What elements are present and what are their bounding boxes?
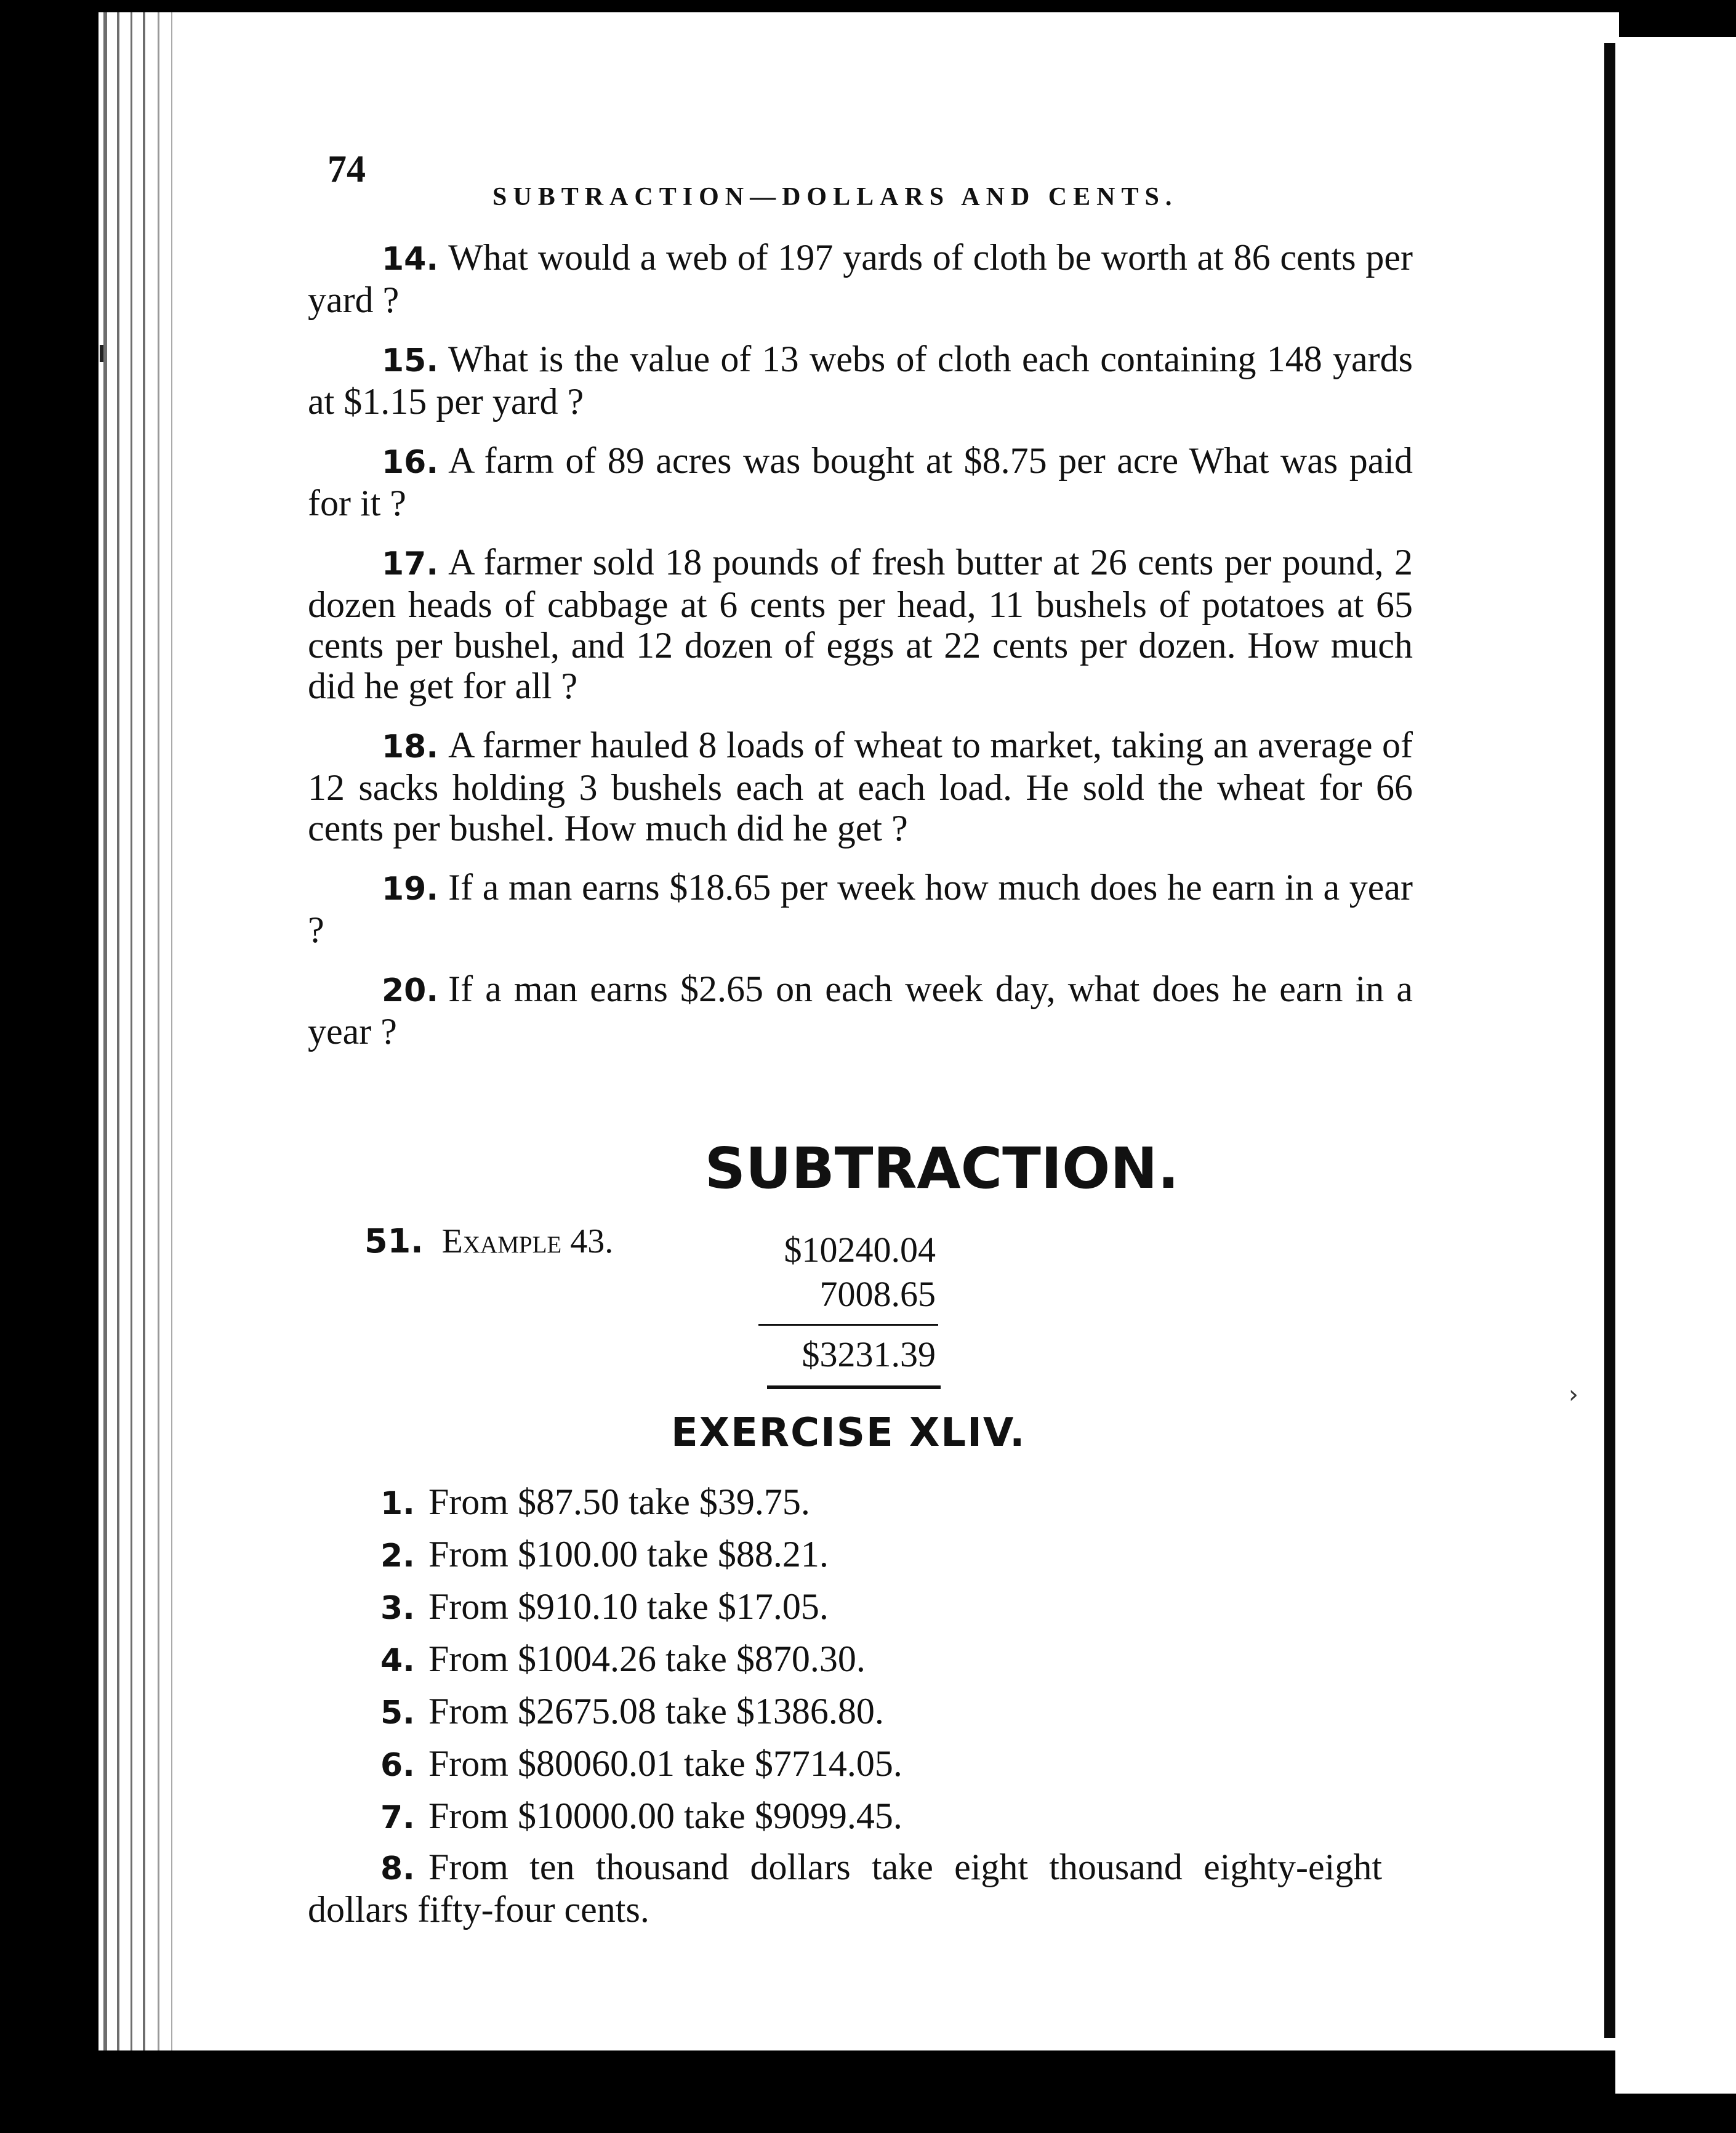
exercise-number: 6. xyxy=(380,1747,415,1784)
exercise-item xyxy=(308,1634,1382,1686)
exercise-item xyxy=(308,1477,1382,1529)
problem-item xyxy=(308,339,1413,422)
exercise-text: From $80060.01 take $7714.05. xyxy=(428,1743,902,1784)
problem-item xyxy=(308,542,1413,706)
problem-item xyxy=(308,725,1413,849)
margin-speck: › xyxy=(1569,1381,1578,1409)
example-caption: Example 43. xyxy=(441,1222,614,1260)
exercise-heading: EXERCISE XLIV. xyxy=(671,1410,1026,1456)
example-minuend: $10240.04 xyxy=(784,1230,936,1270)
page-number: 74 xyxy=(328,148,366,190)
exercise-number: 3. xyxy=(380,1590,415,1627)
exercise-text: From $2675.08 take $1386.80. xyxy=(428,1691,884,1732)
margin-speck xyxy=(100,345,103,362)
problem-list xyxy=(308,237,1413,1070)
example-subtrahend: 7008.65 xyxy=(819,1274,936,1314)
problem-number: 19. xyxy=(382,871,439,908)
problem-text: If a man earns $18.65 per week how much does he earn in a year ? xyxy=(308,867,1413,950)
problem-number: 16. xyxy=(382,444,439,481)
exercise-item xyxy=(308,1581,1382,1634)
book-gutter xyxy=(1604,43,1615,2038)
problem-item xyxy=(308,237,1413,320)
problem-text: A farmer hauled 8 loads of wheat to market, taking an average of 12 sacks holding 3 bushels each at each load. He sold the wheat for 66 cents per bushel. How much did he get ? xyxy=(308,725,1413,849)
article-number: 51. xyxy=(364,1222,424,1260)
exercise-item xyxy=(308,1738,1382,1791)
example-difference: $3231.39 xyxy=(802,1334,936,1374)
result-underline xyxy=(767,1385,941,1389)
exercise-number: 2. xyxy=(380,1538,415,1575)
exercise-text: From $100.00 take $88.21. xyxy=(428,1534,829,1575)
problem-number: 15. xyxy=(382,342,439,379)
problem-text: What would a web of 197 yards of cloth be worth at 86 cents per yard ? xyxy=(308,237,1413,320)
exercise-item xyxy=(308,1686,1382,1738)
exercise-text: From ten thousand dollars take eight thousand eighty-eight dollars fifty-four cents. xyxy=(308,1847,1382,1930)
exercise-text: From $87.50 take $39.75. xyxy=(428,1482,810,1522)
exercise-number: 4. xyxy=(380,1642,415,1679)
exercise-text: From $1004.26 take $870.30. xyxy=(428,1639,866,1679)
problem-text: A farm of 89 acres was bought at $8.75 per acre What was paid for it ? xyxy=(308,440,1413,523)
exercise-number: 1. xyxy=(380,1485,415,1522)
exercise-number: 7. xyxy=(380,1799,415,1836)
example-label xyxy=(364,1222,613,1261)
exercise-list xyxy=(308,1477,1382,1930)
exercise-text: From $910.10 take $17.05. xyxy=(428,1586,829,1627)
subtraction-rule xyxy=(758,1324,938,1326)
problem-item xyxy=(308,440,1413,523)
problem-number: 20. xyxy=(382,972,439,1009)
problem-number: 14. xyxy=(382,241,439,278)
exercise-item xyxy=(308,1847,1382,1930)
exercise-text: From $10000.00 take $9099.45. xyxy=(428,1796,902,1836)
facing-page-edge xyxy=(1615,37,1736,2094)
exercise-item xyxy=(308,1529,1382,1581)
exercise-item xyxy=(308,1791,1382,1843)
problem-number: 18. xyxy=(382,728,439,765)
problem-text: A farmer sold 18 pounds of fresh butter at 26 cents per pound, 2 dozen heads of cabbage at 6 cents per head, 11 bushels of potatoes at 65 cents per bushel, and 12 dozen of eggs at 22 cents per dozen. How much did he get for all ? xyxy=(308,542,1413,706)
exercise-number: 8. xyxy=(380,1850,415,1887)
section-heading: SUBTRACTION. xyxy=(704,1135,1179,1201)
problem-text: If a man earns $2.65 on each week day, what does he earn in a year ? xyxy=(308,969,1413,1052)
problem-item xyxy=(308,969,1413,1052)
exercise-number: 5. xyxy=(380,1695,415,1732)
problem-text: What is the value of 13 webs of cloth each containing 148 yards at $1.15 per yard ? xyxy=(308,339,1413,422)
stacked-page-edges xyxy=(98,12,197,2050)
problem-number: 17. xyxy=(382,546,439,583)
running-head: SUBTRACTION—DOLLARS AND CENTS. xyxy=(492,183,1178,211)
problem-item xyxy=(308,867,1413,950)
